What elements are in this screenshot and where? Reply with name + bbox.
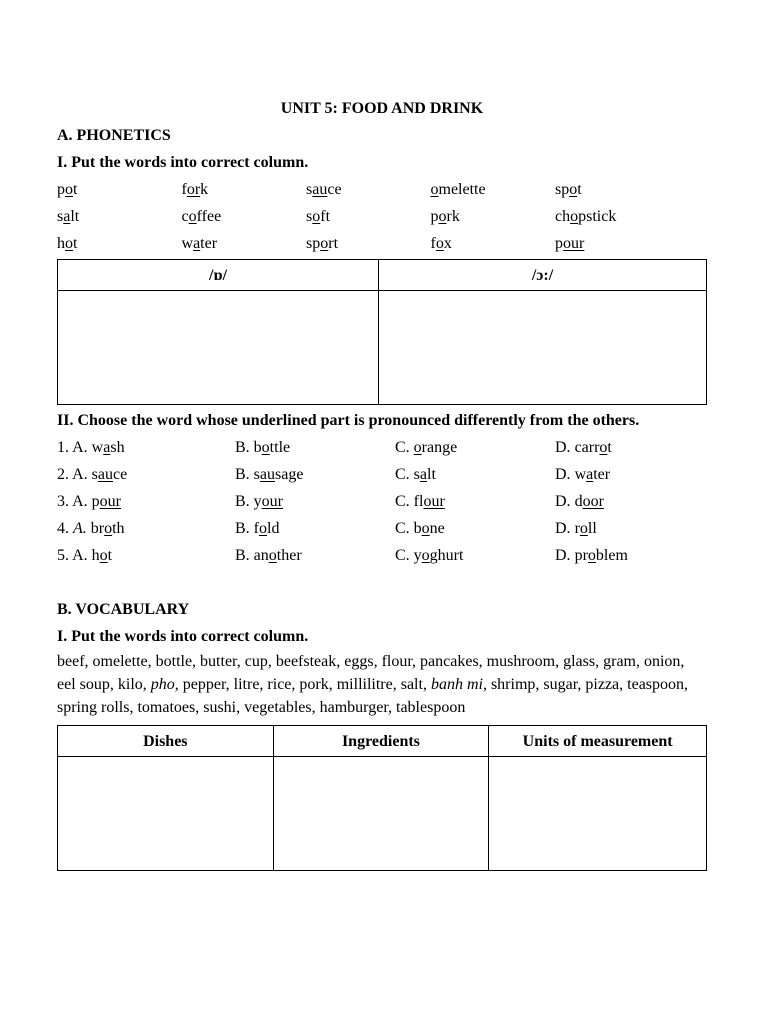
column-header-short-o: /ɒ/: [58, 260, 379, 291]
table-answer-row: [58, 291, 707, 405]
option-b[interactable]: B. fold: [235, 520, 280, 537]
page-title: UNIT 5: FOOD AND DRINK: [280, 100, 484, 117]
column-header-units: Units of measurement: [489, 726, 707, 757]
option-d[interactable]: D. roll: [555, 520, 597, 537]
question-row: [57, 542, 707, 569]
column-header-ingredients: Ingredients: [273, 726, 489, 757]
option-a[interactable]: 5. A. hot: [57, 547, 113, 564]
word-item: sauce: [306, 181, 342, 198]
column-header-dishes: Dishes: [58, 726, 274, 757]
answer-cell[interactable]: [58, 291, 379, 405]
word-item: spot: [555, 181, 582, 198]
word-row: [57, 203, 707, 230]
table-answer-row: [58, 757, 707, 871]
word-item: water: [181, 235, 218, 252]
word-item: sport: [306, 235, 339, 252]
option-a[interactable]: 4. A. broth: [57, 520, 125, 537]
option-c[interactable]: C. flour: [395, 493, 445, 510]
option-c[interactable]: C. yoghurt: [395, 547, 464, 564]
word-item: coffee: [181, 208, 222, 225]
section-spacer: [57, 569, 707, 596]
word-item: salt: [57, 208, 80, 225]
phonetics-part1-heading: I. Put the words into correct column.: [57, 154, 309, 171]
option-a[interactable]: 2. A. sauce: [57, 466, 128, 483]
word-row: [57, 176, 707, 203]
question-row: [57, 461, 707, 488]
table-header-row: [58, 726, 707, 757]
question-row: [57, 434, 707, 461]
option-a[interactable]: 1. A. wash: [57, 439, 125, 456]
section-a-heading: A. PHONETICS: [57, 127, 171, 144]
option-d[interactable]: D. door: [555, 493, 604, 510]
option-d[interactable]: D. problem: [555, 547, 628, 564]
option-d[interactable]: D. carrot: [555, 439, 612, 456]
phonetics-sort-table: [57, 259, 707, 405]
answer-cell[interactable]: [273, 757, 489, 871]
option-b[interactable]: B. sausage: [235, 466, 304, 483]
question-row: [57, 488, 707, 515]
section-b-heading: B. VOCABULARY: [57, 601, 190, 618]
table-header-row: [58, 260, 707, 291]
word-item: pork: [430, 208, 460, 225]
word-item: chopstick: [555, 208, 617, 225]
vocabulary-word-list: beef, omelette, bottle, butter, cup, beefsteak, eggs, flour, pancakes, mushroom, glass, gram, onion, eel soup, kilo, pho, pepper, litre, rice, pork, millilitre, salt, banh mi, shrimp, sugar, pizza, teaspoon, spring rolls, tomatoes, sushi, vegetables, hamburger, tablespoon: [57, 653, 689, 716]
option-b[interactable]: B. another: [235, 547, 302, 564]
option-a[interactable]: 3. A. pour: [57, 493, 121, 510]
word-row: [57, 230, 707, 257]
option-c[interactable]: C. bone: [395, 520, 445, 537]
phonetics-word-grid: [57, 176, 707, 257]
column-header-long-o: /ɔ:/: [379, 260, 707, 291]
vocabulary-sort-table: [57, 725, 707, 871]
phonetics-part2-heading: II. Choose the word whose underlined part is pronounced differently from the others.: [57, 412, 640, 429]
answer-cell[interactable]: [379, 291, 707, 405]
option-b[interactable]: B. your: [235, 493, 283, 510]
option-b[interactable]: B. bottle: [235, 439, 291, 456]
worksheet-page: [57, 95, 707, 871]
option-c[interactable]: C. orange: [395, 439, 458, 456]
option-c[interactable]: C. salt: [395, 466, 436, 483]
multiple-choice-list: [57, 434, 707, 569]
word-item: hot: [57, 235, 78, 252]
word-item: soft: [306, 208, 331, 225]
word-item: pot: [57, 181, 78, 198]
question-row: [57, 515, 707, 542]
answer-cell[interactable]: [58, 757, 274, 871]
word-item: omelette: [430, 181, 486, 198]
word-item: pour: [555, 235, 585, 252]
word-item: fork: [181, 181, 209, 198]
word-item: fox: [430, 235, 452, 252]
option-d[interactable]: D. water: [555, 466, 611, 483]
vocabulary-part1-heading: I. Put the words into correct column.: [57, 628, 309, 645]
answer-cell[interactable]: [489, 757, 707, 871]
